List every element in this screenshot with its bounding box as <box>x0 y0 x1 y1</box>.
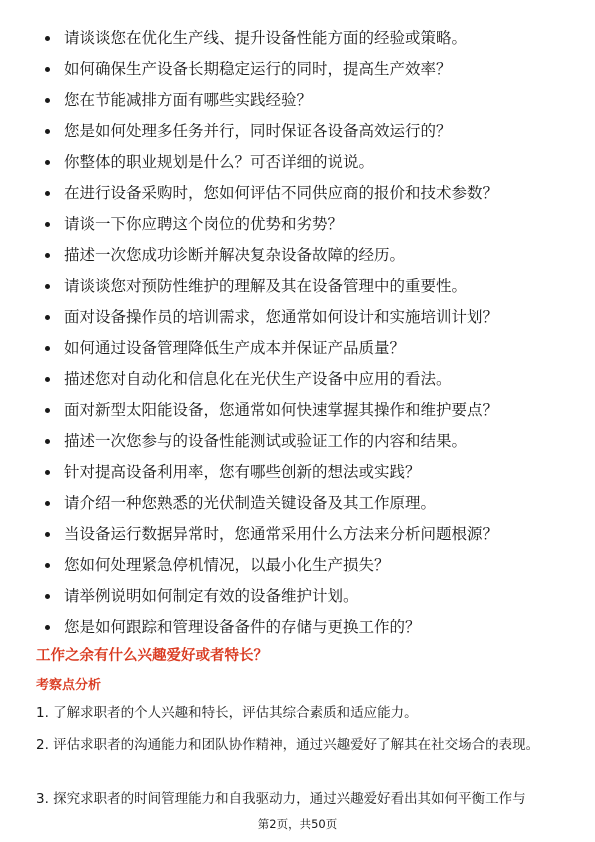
question-text: 请介绍一种您熟悉的光伏制造关键设备及其工作原理。 <box>64 494 437 512</box>
analysis-paragraph: 1. 了解求职者的个人兴趣和特长，评估其综合素质和适应能力。 <box>36 705 418 721</box>
question-text: 您如何处理紧急停机情况，以最小化生产损失？ <box>64 556 390 574</box>
list-item <box>40 554 570 585</box>
list-item <box>40 213 570 244</box>
list-item <box>40 244 570 275</box>
question-text: 在进行设备采购时，您如何评估不同供应商的报价和技术参数？ <box>64 184 499 202</box>
question-text: 如何通过设备管理降低生产成本并保证产品质量？ <box>64 339 406 357</box>
bullet-icon <box>45 594 50 599</box>
bullet-icon <box>45 625 50 630</box>
list-item <box>40 306 570 337</box>
list-item <box>40 337 570 368</box>
question-text: 您是如何处理多任务并行，同时保证各设备高效运行的？ <box>64 122 452 140</box>
bullet-icon <box>45 160 50 165</box>
question-text: 如何确保生产设备长期稳定运行的同时，提高生产效率？ <box>64 60 452 78</box>
bullet-icon <box>45 563 50 568</box>
list-item <box>40 399 570 430</box>
list-item <box>40 461 570 492</box>
bullet-icon <box>45 346 50 351</box>
bullet-icon <box>45 439 50 444</box>
question-text: 针对提高设备利用率，您有哪些创新的想法或实践？ <box>64 463 421 481</box>
question-list <box>40 27 570 647</box>
bullet-icon <box>45 253 50 258</box>
list-item <box>40 585 570 616</box>
bullet-icon <box>45 36 50 41</box>
question-text: 当设备运行数据异常时，您通常采用什么方法来分析问题根源？ <box>64 525 499 543</box>
analysis-paragraph: 3. 探究求职者的时间管理能力和自我驱动力，通过兴趣爱好看出其如何平衡工作与 <box>36 791 526 807</box>
bullet-icon <box>45 377 50 382</box>
bullet-icon <box>45 222 50 227</box>
question-text: 请谈谈您在优化生产线、提升设备性能方面的经验或策略。 <box>64 29 468 47</box>
list-item <box>40 523 570 554</box>
bullet-icon <box>45 532 50 537</box>
question-text: 您在节能减排方面有哪些实践经验？ <box>64 91 313 109</box>
list-item <box>40 89 570 120</box>
list-item <box>40 275 570 306</box>
question-text: 面对新型太阳能设备，您通常如何快速掌握其操作和维护要点？ <box>64 401 499 419</box>
list-item <box>40 182 570 213</box>
question-text: 描述一次您参与的设备性能测试或验证工作的内容和结果。 <box>64 432 468 450</box>
question-text: 请谈一下你应聘这个岗位的优势和劣势？ <box>64 215 344 233</box>
analysis-subheading: 考察点分析 <box>36 678 102 693</box>
list-item <box>40 492 570 523</box>
question-text: 描述您对自动化和信息化在光伏生产设备中应用的看法。 <box>64 370 452 388</box>
list-item <box>40 430 570 461</box>
list-item <box>40 58 570 89</box>
list-item <box>40 151 570 182</box>
bullet-icon <box>45 191 50 196</box>
analysis-paragraph: 2. 评估求职者的沟通能力和团队协作精神，通过兴趣爱好了解其在社交场合的表现。 <box>36 737 540 753</box>
section-heading: 工作之余有什么兴趣爱好或者特长？ <box>36 648 268 664</box>
bullet-icon <box>45 67 50 72</box>
page-number: 第2页，共50页 <box>257 817 338 831</box>
list-item <box>40 368 570 399</box>
question-text: 请谈谈您对预防性维护的理解及其在设备管理中的重要性。 <box>64 277 468 295</box>
bullet-icon <box>45 408 50 413</box>
bullet-icon <box>45 98 50 103</box>
question-text: 请举例说明如何制定有效的设备维护计划。 <box>64 587 359 605</box>
question-text: 您是如何跟踪和管理设备备件的存储与更换工作的？ <box>64 618 421 636</box>
bullet-icon <box>45 501 50 506</box>
bullet-icon <box>45 284 50 289</box>
bullet-icon <box>45 129 50 134</box>
list-item <box>40 616 570 647</box>
list-item <box>40 27 570 58</box>
question-text: 面对设备操作员的培训需求，您通常如何设计和实施培训计划？ <box>64 308 499 326</box>
question-text: 你整体的职业规划是什么？可否详细的说说。 <box>64 153 375 171</box>
list-item <box>40 120 570 151</box>
bullet-icon <box>45 470 50 475</box>
bullet-icon <box>45 315 50 320</box>
question-text: 描述一次您成功诊断并解决复杂设备故障的经历。 <box>64 246 406 264</box>
